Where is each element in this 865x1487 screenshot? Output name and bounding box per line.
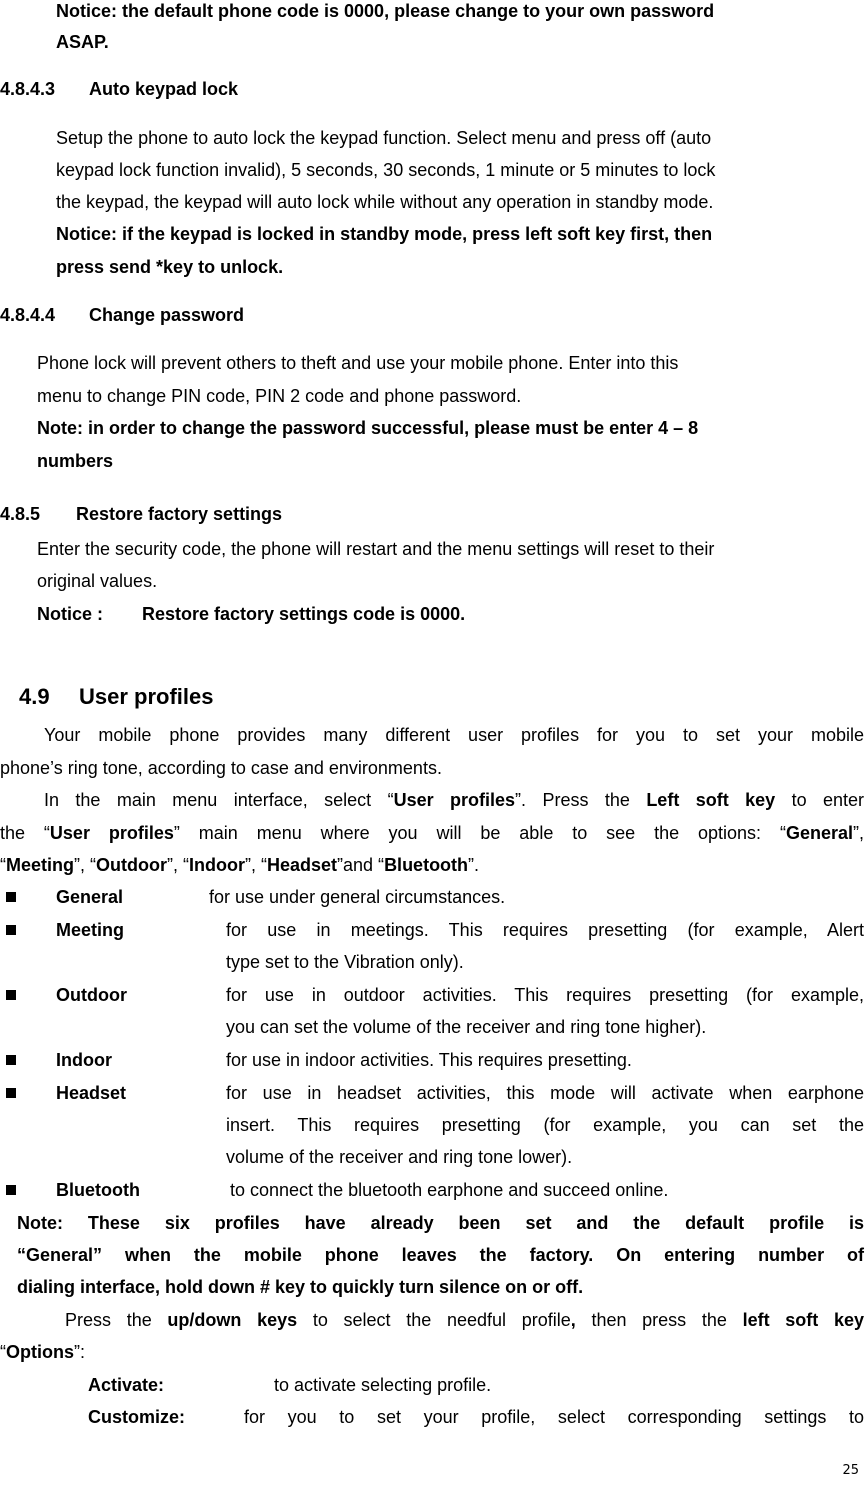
bullet-icon — [6, 990, 16, 1000]
menu-line: “Meeting”, “Outdoor”, “Indoor”, “Headset”and “Bluetooth”. — [0, 855, 480, 875]
bullet-icon — [6, 1185, 16, 1195]
bullet-icon — [6, 1088, 16, 1098]
menu-line: In the main menu interface, select “User profiles”. Press the Left soft key to enter — [44, 790, 865, 810]
section-number: 4.9 — [19, 684, 50, 709]
body-line: Your mobile phone provides many different user profiles for you to set your mobile — [44, 725, 864, 745]
note-line: numbers — [37, 451, 114, 471]
option-desc: to activate selecting profile. — [274, 1375, 492, 1395]
body-line: original values. — [37, 571, 158, 591]
note-line: Note: in order to change the password successful, please must be enter 4 – 8 — [37, 418, 699, 438]
profile-name: Bluetooth — [56, 1180, 140, 1200]
menu-line: the “User profiles” main menu where you will be able to see the options: “General”, — [0, 823, 864, 843]
profile-name: Outdoor — [56, 985, 127, 1005]
profile-name: Meeting — [56, 920, 125, 940]
note-line: Note: These six profiles have already been set and the default profile is — [17, 1213, 864, 1233]
notice-line: Notice: the default phone code is 0000, please change to your own password — [56, 1, 715, 21]
option-name: Activate: — [88, 1375, 165, 1395]
bullet-icon — [6, 1055, 16, 1065]
section-number: 4.8.4.3 — [0, 79, 56, 99]
body-line: Phone lock will prevent others to theft and use your mobile phone. Enter into this — [37, 353, 679, 373]
instruction-line: “Options”: — [0, 1342, 85, 1362]
profile-desc: for use in meetings. This requires presetting (for example, Alert — [226, 920, 864, 940]
note-line: dialing interface, hold down # key to quickly turn silence on or off. — [17, 1277, 584, 1297]
profile-desc: type set to the Vibration only). — [226, 952, 464, 972]
profile-desc: to connect the bluetooth earphone and succeed online. — [230, 1180, 669, 1200]
body-line: the keypad, the keypad will auto lock while without any operation in standby mode. — [56, 192, 714, 212]
section-number: 4.8.5 — [0, 504, 41, 524]
section-title: User profiles — [79, 684, 214, 709]
notice-line: Notice: if the keypad is locked in standby mode, press left soft key first, then — [56, 224, 713, 244]
section-number: 4.8.4.4 — [0, 305, 56, 325]
body-line: Enter the security code, the phone will restart and the menu settings will reset to their — [37, 539, 715, 559]
bullet-icon — [6, 925, 16, 935]
profile-desc: insert. This requires presetting (for example, you can set the — [226, 1115, 864, 1135]
profile-name: Headset — [56, 1083, 127, 1103]
profile-name: General — [56, 887, 124, 907]
notice-line: press send *key to unlock. — [56, 257, 284, 277]
notice-line: ASAP. — [56, 32, 109, 52]
body-line: Setup the phone to auto lock the keypad function. Select menu and press off (auto — [56, 128, 712, 148]
section-title: Auto keypad lock — [89, 79, 239, 99]
profile-desc: for use in headset activities, this mode will activate when earphone — [226, 1083, 864, 1103]
instruction-line: Press the up/down keys to select the needful profile, then press the left soft key — [65, 1310, 865, 1330]
profile-desc: for use in outdoor activities. This requires presetting (for example, — [226, 985, 864, 1005]
bullet-icon — [6, 892, 16, 902]
profile-desc: for use under general circumstances. — [209, 887, 506, 907]
option-desc: for you to set your profile, select corresponding settings to — [244, 1407, 864, 1427]
body-line: phone’s ring tone, according to case and environments. — [0, 758, 442, 778]
profile-desc: you can set the volume of the receiver and ring tone higher). — [226, 1017, 707, 1037]
profile-desc: for use in indoor activities. This requires presetting. — [226, 1050, 632, 1070]
page-number: 25 — [842, 1463, 859, 1478]
body-line: menu to change PIN code, PIN 2 code and phone password. — [37, 386, 522, 406]
notice-label: Notice : — [37, 604, 104, 624]
profile-desc: volume of the receiver and ring tone lower). — [226, 1147, 573, 1167]
note-line: “General” when the mobile phone leaves the factory. On entering number of — [17, 1245, 864, 1265]
section-title: Change password — [89, 305, 245, 325]
option-name: Customize: — [88, 1407, 186, 1427]
section-title: Restore factory settings — [76, 504, 283, 524]
body-line: keypad lock function invalid), 5 seconds, 30 seconds, 1 minute or 5 minutes to lock — [56, 160, 716, 180]
profile-name: Indoor — [56, 1050, 112, 1070]
notice-text: Restore factory settings code is 0000. — [142, 604, 466, 624]
